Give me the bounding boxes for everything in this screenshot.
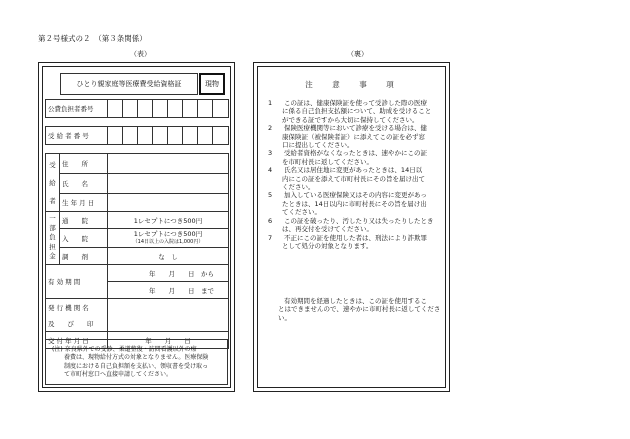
- back-side-label: （裏）: [347, 50, 368, 58]
- pharmacy-value: な し: [108, 248, 229, 265]
- digit-cell[interactable]: [108, 100, 123, 118]
- inpatient-value: 1レセプトにつき500円 （14日以上の入院は1,000円）: [108, 229, 229, 248]
- issue-date-value[interactable]: 年 月 日: [108, 332, 229, 349]
- list-item: 4 氏名又は居住地に変更があったときは、14日以 内にこの証を添えて市町村長にその旨を届け出て ください。: [268, 166, 425, 192]
- table-row: [46, 194, 229, 212]
- table-row: [46, 265, 229, 282]
- address-value[interactable]: [108, 154, 229, 174]
- list-item: 7 不正にこの証を使用した者は、刑法により詐欺罪 として処分の対象となります。: [268, 233, 427, 250]
- name-label: 氏 名: [60, 174, 108, 194]
- seal-label: 及 び 印: [46, 315, 108, 332]
- pharmacy-label: 調 剤: [60, 248, 108, 265]
- recipient-number-label: 受 給 者 番 号: [46, 127, 108, 145]
- footnote-box: (注) 奈良県外での受診、柔道整復・訪問看護以外の療 養費は、現物給付方式の対象となりません。医療保険 制度における自己負担額を支払い、領収書を受け取っ て市町村窓口へ直接申請してください。: [45, 339, 228, 385]
- name-value[interactable]: [108, 174, 229, 194]
- copay-vertical-label: 一 部 負 担 金: [46, 212, 60, 265]
- table-row: [46, 174, 229, 194]
- front-card: [38, 62, 235, 392]
- digit-cell[interactable]: [213, 100, 229, 118]
- expiry-note: 有効期間を経過したときは、この証を使用するこ とはできませんので、速やかに市町村長に返してくださ い。: [278, 297, 441, 322]
- validity-period-label: 有 効 期 間: [46, 265, 108, 299]
- digit-cell[interactable]: [138, 127, 153, 145]
- table-row: [46, 127, 229, 145]
- list-item: 2 保険医療機関等において診療を受ける場合は、健 康保険証（被保険者証）に添えてこの証を必ず窓 口に提出してください。: [268, 124, 427, 150]
- inpatient-label: 入 院: [60, 229, 108, 248]
- address-label: 住 所: [60, 154, 108, 174]
- table-row: [46, 248, 229, 265]
- table-row: [46, 212, 229, 229]
- digit-cell[interactable]: [153, 100, 168, 118]
- table-row: [46, 299, 229, 316]
- digit-cell[interactable]: [123, 100, 138, 118]
- insurer-number-label: 公費負担者番号: [46, 100, 108, 118]
- form-number-header: 第２号様式の２ （第３条関係）: [38, 34, 147, 43]
- birthdate-label: 生 年 月 日: [60, 194, 108, 212]
- list-item: 1 この証は、健康保険証を使って受診した際の医療 に係る自己負担支払額について、助成を受けること ができる証ですから大切に保持してください。: [268, 99, 432, 124]
- digit-cell[interactable]: [168, 100, 183, 118]
- digit-cell[interactable]: [168, 127, 183, 145]
- table-row: [46, 118, 229, 127]
- digit-cell[interactable]: [183, 100, 198, 118]
- notes-list: [268, 99, 444, 250]
- list-item: 5 加入している医療保険又はその内容に変更があっ たときは、14日以内に市町村長にその旨を届け出 てください。: [268, 191, 427, 217]
- eligibility-table: [45, 99, 229, 349]
- issuer-value[interactable]: [108, 299, 229, 332]
- list-item: 3 受給者資格がなくなったときは、速やかにこの証 を市町村長に返してください。: [268, 149, 427, 166]
- issuer-label: 発 行 機 関 名: [46, 299, 108, 316]
- front-card-inner: [42, 66, 231, 388]
- outpatient-label: 通 院: [60, 212, 108, 229]
- front-side-label: （表）: [130, 50, 151, 58]
- list-item: 6 この証を破ったり、汚したり又は失ったりしたとき は、再交付を受けてください。: [268, 216, 434, 234]
- back-card: [253, 62, 450, 392]
- table-row: [46, 154, 229, 174]
- table-row: [46, 145, 229, 154]
- issue-date-label: 交 付 年 月 日: [46, 332, 108, 349]
- validity-to[interactable]: 年 月 日 まで: [108, 282, 229, 299]
- card-title: ひとり親家庭等医療費受給資格証: [60, 73, 198, 95]
- digit-cell[interactable]: [123, 127, 138, 145]
- digit-cell[interactable]: [198, 100, 213, 118]
- digit-cell[interactable]: [153, 127, 168, 145]
- digit-cell[interactable]: [198, 127, 213, 145]
- digit-cell[interactable]: [213, 127, 229, 145]
- notes-title: 注 意 事 項: [305, 80, 400, 89]
- digit-cell[interactable]: [183, 127, 198, 145]
- outpatient-value: 1レセプトにつき500円: [108, 212, 229, 229]
- validity-from[interactable]: 年 月 日 から: [108, 265, 229, 282]
- table-row: [46, 229, 229, 248]
- recipient-vertical-label: 受 給 者: [46, 154, 60, 212]
- back-card-inner: [257, 66, 446, 388]
- table-row: [46, 100, 229, 118]
- digit-cell[interactable]: [138, 100, 153, 118]
- birthdate-value[interactable]: [108, 194, 229, 212]
- genbutsu-stamp: 現物: [199, 73, 225, 95]
- digit-cell[interactable]: [108, 127, 123, 145]
